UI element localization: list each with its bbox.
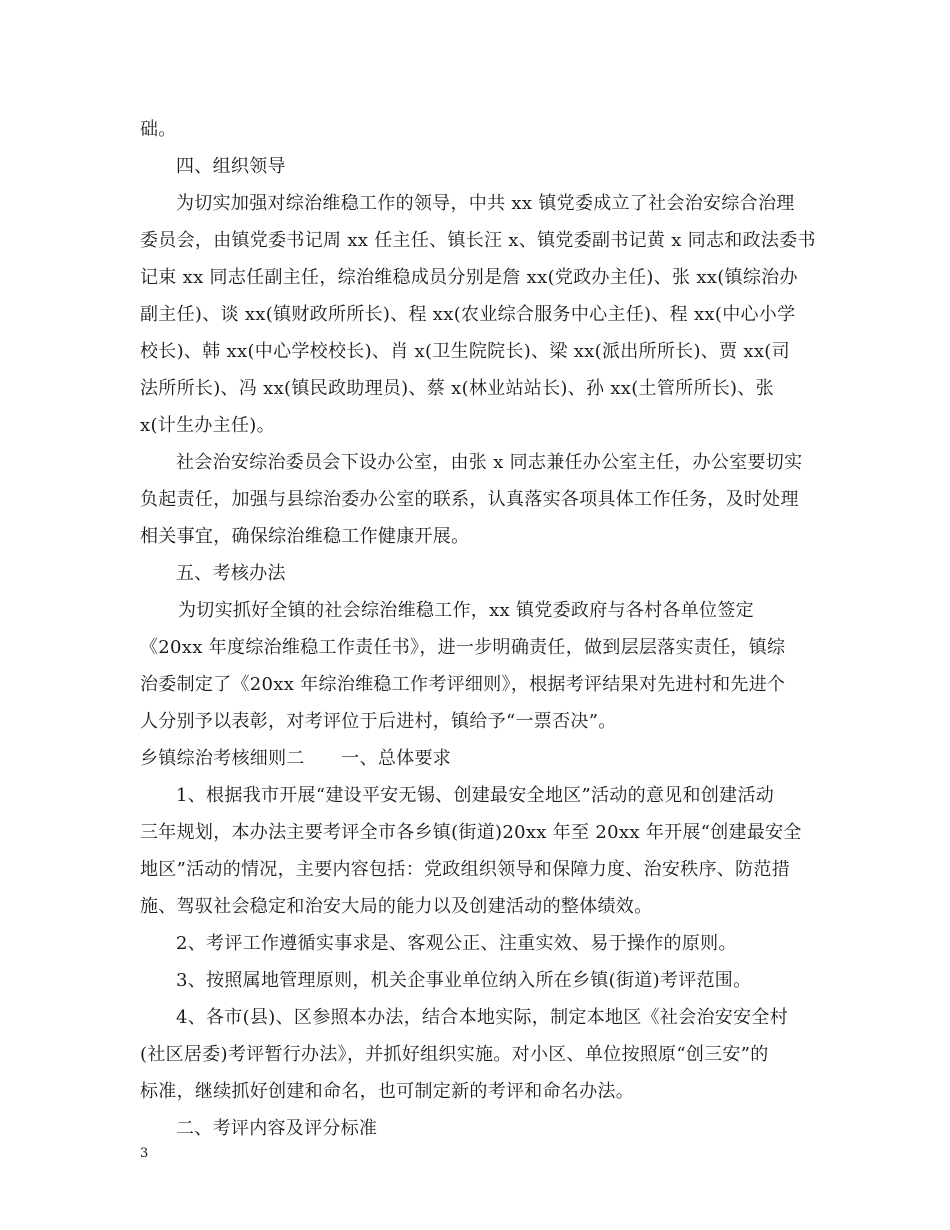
text-line: 为切实抓好全镇的社会综治维稳工作，xx 镇党委政府与各村各单位签定 [178,600,754,621]
text-line: 施、驾驭社会稳定和治安大局的能力以及创建活动的整体绩效。 [140,896,653,917]
text-line: 委员会，由镇党委书记周 xx 任主任、镇长汪 x、镇党委副书记黄 x 同志和政法委书 [140,230,816,251]
text-line: 2、考评工作遵循实事求是、客观公正、注重实效、易于操作的原则。 [176,933,737,954]
text-line: 记束 xx 同志任副主任，综治维稳成员分别是詹 xx(党政办主任)、张 xx(镇综治办 [140,267,798,288]
section-heading: 五、考核办法 [176,563,286,584]
text-line: 三年规划，本办法主要考评全市各乡镇(街道)20xx 年至 20xx 年开展“创建最安全 [140,822,802,843]
text-line: 3、按照属地管理原则，机关企事业单位纳入所在乡镇(街道)考评范围。 [176,970,752,991]
section-heading: 四、组织领导 [176,156,286,177]
text-line: 副主任)、谈 xx(镇财政所所长)、程 xx(农业综合服务中心主任)、程 xx(中心小学 [140,304,796,325]
section-heading: 乡镇综治考核细则二 一、总体要求 [140,748,452,769]
text-line: 治委制定了《20xx 年综治维稳工作考评细则》，根据考评结果对先进村和先进个 [140,674,786,695]
text-line: 社会治安综治委员会下设办公室，由张 x 同志兼任办公室主任，办公室要切实 [176,452,803,473]
section-heading: 二、考评内容及评分标准 [176,1118,378,1139]
text-line: 标准，继续抓好创建和命名，也可制定新的考评和命名办法。 [140,1081,635,1102]
text-line: (社区居委)考评暂行办法》，并抓好组织实施。对小区、单位按照原“创三安”的 [140,1044,769,1065]
text-line: 地区”活动的情况，主要内容包括：党政组织领导和保障力度、治安秩序、防范措 [140,859,790,880]
text-line: 1、根据我市开展“建设平安无锡、创建最安全地区”活动的意见和创建活动 [176,785,775,806]
text-line: 相关事宜，确保综治维稳工作健康开展。 [140,526,470,547]
text-line: 法所所长)、冯 xx(镇民政助理员)、蔡 x(林业站站长)、孙 xx(土管所所长)、张 [140,378,774,399]
text-line: 人分别予以表彰，对考评位于后进村，镇给予“一票否决”。 [140,711,617,732]
text-line: 校长)、韩 xx(中心学校校长)、肖 x(卫生院院长)、梁 xx(派出所所长)、贾 xx(司 [140,341,790,362]
page-number: 3 [140,1146,149,1161]
text-line: x(计生办主任)。 [140,415,275,436]
text-line: 《20xx 年度综治维稳工作责任书》，进一步明确责任，做到层层落实责任，镇综 [140,637,786,658]
text-line: 负起责任，加强与县综治委办公室的联系，认真落实各项具体工作任务，及时处理 [140,489,799,510]
text-line: 础。 [140,119,177,140]
text-line: 4、各市(县)、区参照本办法，结合本地实际，制定本地区《社会治安安全村 [176,1007,788,1028]
text-line: 为切实加强对综治维稳工作的领导，中共 xx 镇党委成立了社会治安综合治理 [176,193,795,214]
